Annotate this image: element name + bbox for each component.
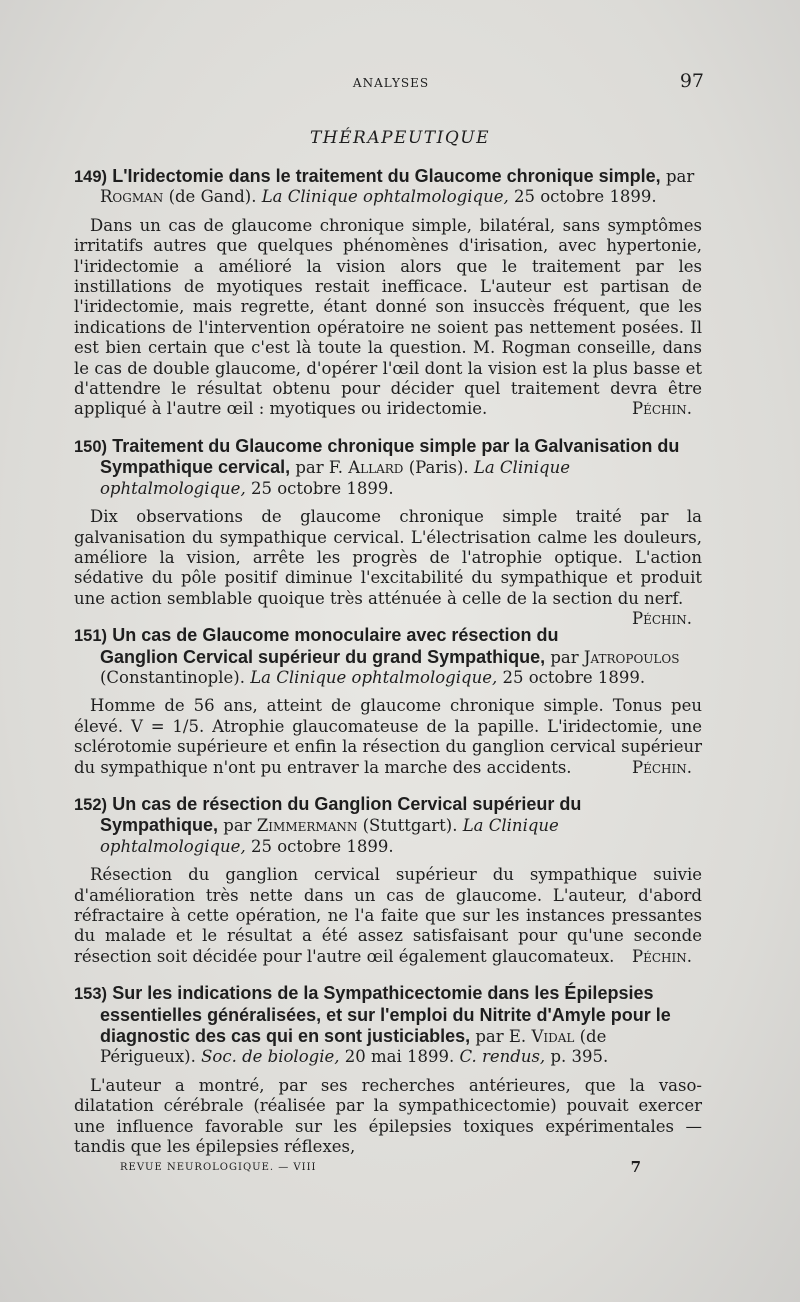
author-name: Jatropoulos [583, 647, 680, 667]
reviewer-signature: Péchin. [632, 609, 692, 629]
author-name: Allard [348, 458, 404, 478]
article-heading [74, 983, 702, 1068]
author-name: Zimmermann [256, 816, 358, 836]
reviewer-signature: Péchin. [632, 757, 692, 777]
author-location: (de Gand). [168, 187, 257, 207]
running-head: ANALYSES [352, 76, 430, 90]
article-150 [74, 435, 702, 629]
article-title: Traitement du Glaucome chronique simple par la Galvanisation du Sympathique cervical, [100, 435, 680, 478]
journal-name: Soc. de biologie, [201, 1047, 340, 1067]
article-153 [74, 983, 702, 1157]
article-number: 153) [74, 985, 108, 1004]
journal-name: La Clinique ophtalmologique, [261, 187, 509, 207]
article-text: Dans un cas de glaucome chronique simple, bilatéral, sans symptômes irritatifs autres que quelques phénomènes d'irisation, avec hypertonie, l'iridectomie a amélioré la vision alors que le traitement par les instillations de myotiques restait inefficace. L'auteur est partisan de l'iridectomie, mais regrette, étant donné son insuccès fréquent, que les indications de l'intervention opératoire ne soient pas nettement posées. Il est bien certain que c'est là toute la question. M. Rogman conseille, dans le cas de double glaucome, d'opérer l'œil dont la vision est la plus basse et d'attendre le résultat obtenu pour décider quel traitement devra être appliqué à l'autre œil : myotiques ou iridectomie. [74, 215, 702, 419]
page-reference: p. 395. [550, 1047, 609, 1067]
article-body [74, 507, 702, 629]
article-number: 152) [74, 795, 108, 814]
author-prefix: par [665, 167, 695, 186]
article-text: Homme de 56 ans, atteint de glaucome chronique simple. Tonus peu élevé. V = 1/5. Atrophie glaucomateuse de la papille. L'iridectomie, une sclérotomie supérieure et enfin la résection du ganglion cervical supérieur du sympathique n'ont pu entraver la marche des accidents. [74, 696, 702, 777]
journal-name: La Clinique ophtalmologique, [100, 458, 570, 498]
article-text: Résection du ganglion cervical supérieur du sympathique suivie d'amélioration très nette dans un cas de glaucome. L'auteur, d'abord réfractaire à cette opération, ne l'a faite que sur les instances pressantes du malade et le résultat a été assez satisfaisant pour qu'une seconde résection soit décidée pour l'autre œil également glaucomateux. [74, 865, 702, 966]
article-152 [74, 794, 702, 967]
journal-name: La Clinique ophtalmologique, [250, 667, 498, 687]
publication-date: 25 octobre 1899. [502, 667, 646, 687]
author-location: (de Périgueux). [100, 1027, 607, 1067]
article-149 [74, 166, 702, 420]
article-text: L'auteur a montré, par ses recherches antérieures, que la vaso-dilatation cérébrale (réalisée par la sympathicectomie) pouvait exercer une influence favorable sur les épilepsies toxiques expérimentales — tandis que les épilepsies réflexes, [74, 1075, 702, 1157]
publication-date: 25 octobre 1899. [514, 187, 657, 207]
article-number: 150) [74, 437, 108, 456]
article-title: Un cas de Glaucome monoculaire avec résection du Ganglion Cervical supérieur du grand Sympathique, [100, 625, 559, 667]
sheet-number: 7 [630, 1158, 642, 1176]
article-title: Un cas de résection du Ganglion Cervical supérieur du Sympathique, [100, 793, 582, 836]
reviewer-signature: Péchin. [632, 946, 692, 966]
article-heading [74, 794, 702, 857]
publication-date: 20 mai 1899. [344, 1047, 455, 1067]
author-prefix: par [550, 647, 579, 667]
article-body [74, 216, 702, 420]
article-title: Sur les indications de la Sympathicectomie dans les Épilepsies essentielles généralisées, et sur l'emploi du Nitrite d'Amyle pour le diagnostic des cas qui en sont justiciables, [100, 983, 671, 1047]
article-text: Dix observations de glaucome chronique simple traité par la galvanisation du sympathique cervical. L'électrisation calme les douleurs, améliore la vision, arrête les progrès de l'atrophie optique. L'action sédative du pôle positif diminue l'excitabilité du sympathique et produit une action semblable quoique très atténuée à celle de la section du nerf. [74, 507, 702, 608]
section-title: THÉRAPEUTIQUE [309, 128, 491, 148]
article-column [74, 166, 702, 1173]
article-body [74, 865, 702, 967]
article-body [74, 1076, 702, 1158]
page-footer [120, 1158, 642, 1182]
author-location: (Stuttgart). [362, 816, 458, 836]
author-prefix: par F. [295, 458, 343, 478]
article-heading [74, 436, 702, 499]
author-prefix: par [223, 816, 252, 836]
footer-journal: REVUE NEUROLOGIQUE. — VIII [120, 1162, 317, 1173]
article-151 [74, 625, 702, 778]
author-name: Vidal [531, 1027, 575, 1047]
author-name: Rogman [100, 187, 164, 207]
journal-name-2: C. rendus, [459, 1047, 546, 1067]
article-heading [74, 166, 702, 208]
publication-date: 25 octobre 1899. [250, 478, 394, 498]
journal-name: La Clinique ophtalmologique, [100, 816, 559, 856]
page-header [78, 70, 704, 94]
author-location: (Constantinople). [100, 667, 245, 687]
article-number: 151) [74, 627, 108, 646]
author-prefix: par E. [475, 1027, 527, 1047]
article-body [74, 696, 702, 778]
article-title: L'Iridectomie dans le traitement du Glaucome chronique simple, [112, 166, 661, 186]
reviewer-signature: Péchin. [632, 399, 692, 419]
article-heading [74, 625, 702, 688]
author-location: (Paris). [408, 458, 469, 478]
publication-date: 25 octobre 1899. [250, 836, 394, 856]
page-number: 97 [679, 70, 704, 92]
article-number: 149) [74, 168, 108, 186]
